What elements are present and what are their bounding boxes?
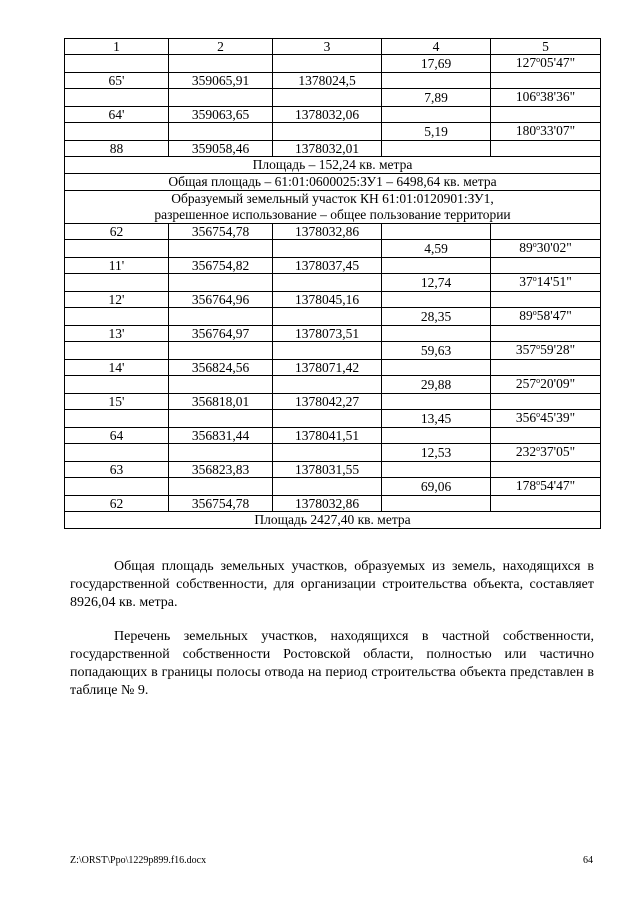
- y-coordinate-cell: 1378024,5: [273, 73, 382, 89]
- bearing-minutes-seconds: 58'47": [536, 308, 572, 323]
- empty-cell: [382, 496, 491, 512]
- empty-cell: [491, 258, 601, 274]
- empty-cell: [382, 428, 491, 444]
- bearing-minutes-seconds: 20'09": [540, 376, 576, 391]
- empty-cell: [169, 410, 273, 428]
- empty-cell: [65, 55, 169, 73]
- bearing-degrees: 232: [515, 444, 537, 459]
- x-coordinate-cell: 356754,78: [169, 224, 273, 240]
- empty-cell: [273, 444, 382, 462]
- bearing-cell: [491, 240, 601, 258]
- point-row: [65, 428, 601, 444]
- bearing-minutes-seconds: 14'51": [536, 274, 572, 289]
- distance-cell: 29,88: [382, 376, 491, 394]
- empty-cell: [491, 394, 601, 410]
- distance-row: [65, 478, 601, 496]
- x-coordinate-cell: 359063,65: [169, 107, 273, 123]
- degree-sign: o: [532, 240, 537, 249]
- empty-cell: [491, 326, 601, 342]
- bearing-minutes-seconds: 37'05": [540, 444, 576, 459]
- empty-cell: [169, 444, 273, 462]
- empty-cell: [65, 123, 169, 141]
- empty-cell: [382, 73, 491, 89]
- y-coordinate-cell: 1378032,86: [273, 224, 382, 240]
- empty-cell: [382, 292, 491, 308]
- bearing-degrees: 356: [515, 410, 537, 425]
- header-cell: 4: [382, 39, 491, 55]
- summary-cell: Площадь 2427,40 кв. метра: [65, 512, 601, 529]
- empty-cell: [382, 224, 491, 240]
- empty-cell: [65, 376, 169, 394]
- empty-cell: [382, 258, 491, 274]
- empty-cell: [273, 376, 382, 394]
- x-coordinate-cell: 356754,78: [169, 496, 273, 512]
- degree-sign: o: [532, 274, 537, 283]
- x-coordinate-cell: 356831,44: [169, 428, 273, 444]
- header-cell: 5: [491, 39, 601, 55]
- point-row: [65, 326, 601, 342]
- bearing-minutes-seconds: 33'07": [540, 123, 576, 138]
- empty-cell: [65, 410, 169, 428]
- point-id-cell: 64': [65, 107, 169, 123]
- empty-cell: [273, 240, 382, 258]
- y-coordinate-cell: 1378042,27: [273, 394, 382, 410]
- x-coordinate-cell: 356764,97: [169, 326, 273, 342]
- empty-cell: [491, 141, 601, 157]
- point-id-cell: 12': [65, 292, 169, 308]
- y-coordinate-cell: 1378032,06: [273, 107, 382, 123]
- empty-cell: [382, 141, 491, 157]
- y-coordinate-cell: 1378045,16: [273, 292, 382, 308]
- distance-row: [65, 376, 601, 394]
- empty-cell: [273, 342, 382, 360]
- distance-cell: 4,59: [382, 240, 491, 258]
- x-coordinate-cell: 359065,91: [169, 73, 273, 89]
- header-cell: 2: [169, 39, 273, 55]
- empty-cell: [491, 428, 601, 444]
- point-row: [65, 394, 601, 410]
- bearing-degrees: 257: [515, 376, 537, 391]
- distance-cell: 5,19: [382, 123, 491, 141]
- bearing-cell: [491, 274, 601, 292]
- empty-cell: [491, 360, 601, 376]
- point-id-cell: 11': [65, 258, 169, 274]
- empty-cell: [273, 410, 382, 428]
- point-row: [65, 496, 601, 512]
- empty-cell: [273, 123, 382, 141]
- bearing-cell: [491, 89, 601, 107]
- bearing-minutes-seconds: 54'47": [540, 478, 576, 493]
- empty-cell: [382, 360, 491, 376]
- coordinates-table: [64, 38, 601, 529]
- distance-cell: 17,69: [382, 55, 491, 73]
- empty-cell: [65, 478, 169, 496]
- summary-row: [65, 512, 601, 529]
- empty-cell: [273, 89, 382, 107]
- footer-page-number: 64: [583, 855, 593, 866]
- paragraph-text: Перечень земельных участков, находящихся в частной собственности, государственной собственности Ростовской области, полностью или частично попадающих в границы полосы отвода на период строительства объекта представлен в таблице № 9.: [70, 629, 594, 698]
- distance-cell: 28,35: [382, 308, 491, 326]
- bearing-cell: [491, 342, 601, 360]
- point-id-cell: 65': [65, 73, 169, 89]
- bearing-cell: [491, 123, 601, 141]
- distance-cell: 59,63: [382, 342, 491, 360]
- empty-cell: [491, 462, 601, 478]
- distance-cell: 7,89: [382, 89, 491, 107]
- footer-file-path: Z:\ORST\Ppo\1229p899.f16.docx: [70, 855, 207, 866]
- empty-cell: [273, 274, 382, 292]
- empty-cell: [169, 274, 273, 292]
- degree-sign: o: [532, 308, 537, 317]
- x-coordinate-cell: 356823,83: [169, 462, 273, 478]
- bearing-cell: [491, 444, 601, 462]
- point-row: [65, 73, 601, 89]
- summary-cell: Площадь – 152,24 кв. метра: [65, 157, 601, 174]
- bearing-cell: [491, 410, 601, 428]
- x-coordinate-cell: 359058,46: [169, 141, 273, 157]
- point-id-cell: 63: [65, 462, 169, 478]
- bearing-minutes-seconds: 05'47": [540, 55, 576, 70]
- empty-cell: [169, 89, 273, 107]
- empty-cell: [382, 326, 491, 342]
- bearing-minutes-seconds: 59'28": [540, 342, 576, 357]
- y-coordinate-cell: 1378071,42: [273, 360, 382, 376]
- empty-cell: [169, 308, 273, 326]
- bearing-degrees: 37: [519, 274, 533, 289]
- distance-cell: 69,06: [382, 478, 491, 496]
- distance-row: [65, 308, 601, 326]
- bearing-degrees: 89: [519, 240, 533, 255]
- empty-cell: [382, 394, 491, 410]
- bearing-degrees: 106: [515, 89, 537, 104]
- distance-row: [65, 410, 601, 428]
- empty-cell: [273, 55, 382, 73]
- degree-sign: o: [536, 55, 541, 64]
- x-coordinate-cell: 356824,56: [169, 360, 273, 376]
- y-coordinate-cell: 1378032,01: [273, 141, 382, 157]
- bearing-degrees: 89: [519, 308, 533, 323]
- empty-cell: [169, 478, 273, 496]
- paragraph-total-area: [70, 558, 594, 612]
- point-row: [65, 292, 601, 308]
- header-cell: 3: [273, 39, 382, 55]
- empty-cell: [382, 462, 491, 478]
- point-id-cell: 88: [65, 141, 169, 157]
- paragraph-private-land-list: [70, 628, 594, 700]
- bearing-cell: [491, 55, 601, 73]
- distance-row: [65, 240, 601, 258]
- y-coordinate-cell: 1378073,51: [273, 326, 382, 342]
- y-coordinate-cell: 1378032,86: [273, 496, 382, 512]
- empty-cell: [491, 73, 601, 89]
- point-row: [65, 107, 601, 123]
- empty-cell: [65, 274, 169, 292]
- empty-cell: [169, 55, 273, 73]
- degree-sign: o: [536, 89, 541, 98]
- section-heading-row: [65, 191, 601, 224]
- point-row: [65, 360, 601, 376]
- section-heading-line: Образуемый земельный участок КН 61:01:0120901:ЗУ1,: [171, 191, 494, 206]
- empty-cell: [491, 496, 601, 512]
- section-heading-line: разрешенное использование – общее пользование территории: [154, 207, 511, 222]
- empty-cell: [491, 224, 601, 240]
- bearing-degrees: 180: [515, 123, 537, 138]
- point-row: [65, 141, 601, 157]
- point-id-cell: 14': [65, 360, 169, 376]
- empty-cell: [169, 342, 273, 360]
- distance-row: [65, 123, 601, 141]
- distance-cell: 12,74: [382, 274, 491, 292]
- empty-cell: [169, 376, 273, 394]
- empty-cell: [65, 240, 169, 258]
- summary-cell: Общая площадь – 61:01:0600025:ЗУ1 – 6498,64 кв. метра: [65, 174, 601, 191]
- summary-row: [65, 174, 601, 191]
- point-id-cell: 62: [65, 224, 169, 240]
- distance-row: [65, 342, 601, 360]
- y-coordinate-cell: 1378041,51: [273, 428, 382, 444]
- empty-cell: [382, 107, 491, 123]
- degree-sign: o: [536, 376, 541, 385]
- distance-cell: 13,45: [382, 410, 491, 428]
- y-coordinate-cell: 1378031,55: [273, 462, 382, 478]
- empty-cell: [273, 308, 382, 326]
- summary-row: [65, 157, 601, 174]
- bearing-minutes-seconds: 38'36": [540, 89, 576, 104]
- distance-row: [65, 89, 601, 107]
- degree-sign: o: [536, 478, 541, 487]
- distance-row: [65, 55, 601, 73]
- header-row: [65, 39, 601, 55]
- y-coordinate-cell: 1378037,45: [273, 258, 382, 274]
- point-id-cell: 15': [65, 394, 169, 410]
- point-row: [65, 224, 601, 240]
- bearing-cell: [491, 478, 601, 496]
- bearing-degrees: 127: [515, 55, 537, 70]
- paragraph-text: Общая площадь земельных участков, образуемых из земель, находящихся в государственной собственности, для организации строительства объекта, составляет 8926,04 кв. метра.: [70, 559, 594, 610]
- bearing-minutes-seconds: 30'02": [536, 240, 572, 255]
- distance-cell: 12,53: [382, 444, 491, 462]
- empty-cell: [491, 107, 601, 123]
- section-heading-cell: [65, 191, 601, 224]
- point-id-cell: 13': [65, 326, 169, 342]
- bearing-degrees: 178: [515, 478, 537, 493]
- point-id-cell: 62: [65, 496, 169, 512]
- bearing-cell: [491, 308, 601, 326]
- degree-sign: o: [536, 410, 541, 419]
- degree-sign: o: [536, 123, 541, 132]
- distance-row: [65, 444, 601, 462]
- header-cell: 1: [65, 39, 169, 55]
- degree-sign: o: [536, 444, 541, 453]
- x-coordinate-cell: 356754,82: [169, 258, 273, 274]
- degree-sign: o: [536, 342, 541, 351]
- point-row: [65, 258, 601, 274]
- bearing-degrees: 357: [515, 342, 537, 357]
- empty-cell: [273, 478, 382, 496]
- empty-cell: [491, 292, 601, 308]
- point-row: [65, 462, 601, 478]
- empty-cell: [169, 123, 273, 141]
- x-coordinate-cell: 356764,96: [169, 292, 273, 308]
- bearing-cell: [491, 376, 601, 394]
- empty-cell: [65, 444, 169, 462]
- empty-cell: [169, 240, 273, 258]
- point-id-cell: 64: [65, 428, 169, 444]
- empty-cell: [65, 89, 169, 107]
- bearing-minutes-seconds: 45'39": [540, 410, 576, 425]
- x-coordinate-cell: 356818,01: [169, 394, 273, 410]
- empty-cell: [65, 342, 169, 360]
- distance-row: [65, 274, 601, 292]
- empty-cell: [65, 308, 169, 326]
